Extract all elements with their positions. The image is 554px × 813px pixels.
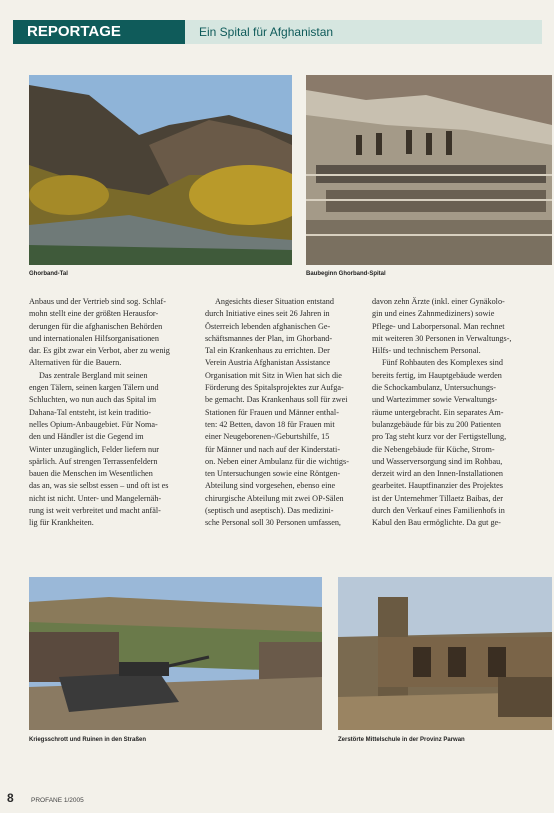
text-line: bauen die Menschen im Wesentlichen [29,469,153,479]
text-line: das an, was sie selbst essen – und oft ist es [29,481,169,491]
text-line: ten Untersuchungen sowie eine Röntgen- [205,469,341,479]
text-line: ist der Unternehmer Tillaetz Baibas, der [372,493,503,503]
text-line: Organisation mit Sitz in Wien hat sich die [205,370,342,380]
photo-war-debris-street [29,577,322,730]
section-label: REPORTAGE [13,20,185,44]
text-line: die Schockambulanz, Untersuchungs- [372,383,496,393]
text-line: gearbeitet. Hauptfinanzier des Projektes [372,481,503,491]
text-line: mohn stellt eine der größten Herausfor- [29,309,159,319]
text-line: Angesichts dieser Situation entstand [215,297,334,306]
text-line: chirurgische Abteilung mit zwei OP-Sälen [205,493,344,503]
issue-label: PROFANE 1/2005 [31,797,84,804]
photo-destroyed-school [338,577,552,730]
text-line: mit weiteren 30 Personen in Verwaltungs-, [372,333,512,343]
text-line: nicht ist nicht. Unter- und Mangelernäh- [29,493,162,503]
caption-photo4: Zerstörte Mittelschule in der Provinz Parwan [338,737,465,743]
caption-photo3: Kriegsschrott und Ruinen in den Straßen [29,737,147,743]
text-line: den und Händler ist die Gegend im [29,432,144,442]
text-line: und Wartezimmer sowie Verwaltungs- [372,395,498,405]
text-line: für Männer und nach auf der Kinderstati- [205,444,341,454]
text-line: schäftsmannes der Plan, im Ghorband- [205,333,333,343]
text-line: Kabul den Bau ermöglichte. Da gut ge- [372,518,501,528]
text-line: bulanzgebäude für bis zu 200 Patienten [372,419,501,429]
text-line: und internationalen Hilfsorganisationen [29,333,159,343]
text-line: Schluchten, wo nun auch das Spital im [29,395,157,405]
article-title: Ein Spital für Afghanistan [185,20,542,44]
text-line: pro Tag steht kurz vor der Fertigstellung, [372,432,507,442]
text-line: Stationen für Frauen und Männer enthal- [205,407,339,417]
text-line: engen Tälern, seinen kargen Tälern und [29,383,159,393]
text-line: derzeit wird an den Innen-Installationen [372,469,503,479]
text-line: Förderung des Spitalsprojektes zur Aufga- [205,383,344,393]
text-column-3 [372,296,544,530]
text-line: davon zehn Ärzte (inkl. einer Gynäkolo- [372,297,505,306]
photo-ghorband-valley [29,75,292,265]
text-line: Dahana-Tal entsteht, ist kein traditio- [29,407,151,417]
text-line: einer Neugeborenen-/Geburtshilfe, 15 [205,432,330,442]
text-column-1 [29,296,179,530]
text-line: be gemacht. Das Krankenhaus soll für zwei [205,395,348,405]
text-line: Abteilung sind vorgesehen, ebenso eine [205,481,336,491]
text-line: ten: 42 Betten, davon 18 für Frauen mit [205,419,335,429]
text-line: Alternativen für die Bauern. [29,358,122,368]
text-line: gin und eines Zahnmediziners) sowie [372,309,495,319]
text-line: lig für Krankheiten. [29,518,94,528]
text-line: sche Personal soll 30 Personen umfassen, [205,518,341,528]
text-line: und Wasserversorgung sind im Rohbau, [372,456,503,466]
text-line: rung ist weit verbreitet und macht anfäl- [29,506,161,516]
text-line: Verein Austria Afghanistan Assistance [205,358,331,368]
text-line: Winter unzugänglich, Felder liefern nur [29,444,159,454]
caption-photo1: Ghorband-Tal [29,271,68,277]
photo-construction-site [306,75,552,265]
text-line: spärlich. Auf strengen Terrassenfeldern [29,456,158,466]
text-line: räume untergebracht. Ein separates Am- [372,407,504,417]
text-line: durch den Verkauf eines Familienhofs in [372,506,505,516]
text-line: nelles Opium-Anbaugebiet. Für Noma- [29,419,158,429]
text-line: bereits fertig, im Hauptgebäude werden [372,370,502,380]
text-line: Das zentrale Bergland mit seinen [39,370,148,380]
text-column-2 [205,296,361,530]
text-line: Tal ein Krankenhaus zu errichten. Der [205,346,330,356]
text-line: durch Initiative eines seit 26 Jahren in [205,309,330,319]
caption-photo2: Baubeginn Ghorband-Spital [306,271,386,277]
text-line: Österreich lebenden afghanischen Ge- [205,321,331,331]
text-line: derungen für die afghanischen Behörden [29,321,163,331]
text-line: Pflege- und Laborpersonal. Man rechnet [372,321,505,331]
text-line: die Nebengebäude für Küche, Strom- [372,444,495,454]
text-line: Anbaus und der Vertrieb sind sog. Schlaf- [29,297,166,306]
page-number: 8 [7,791,14,805]
text-line: on. Neben einer Ambulanz für die wichtigs- [205,456,349,466]
text-line: Hilfs- und technischem Personal. [372,346,481,356]
text-line: Fünf Rohbauten des Komplexes sind [382,358,503,368]
text-line: dar. Es gibt zwar ein Verbot, aber zu wenig [29,346,170,356]
text-line: (septisch und aseptisch). Das medizini- [205,506,334,516]
